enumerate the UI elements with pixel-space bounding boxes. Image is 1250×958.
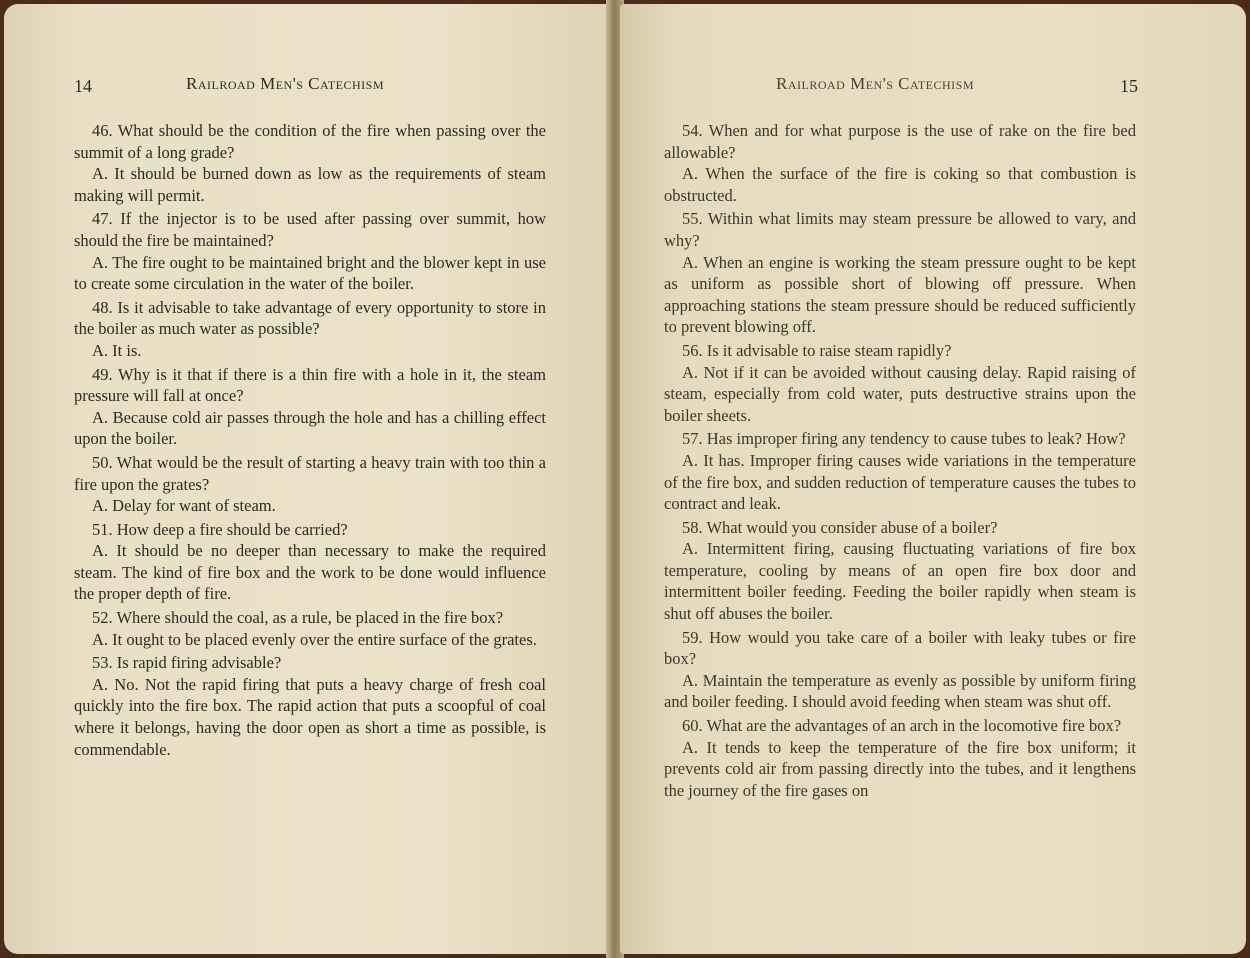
answer-paragraph: A. It should be no deeper than necessary to make the required steam. The kind of fire box and the work to be done would influence the proper depth of fire. [74, 541, 546, 604]
page-number: 14 [74, 76, 92, 96]
answer-paragraph: A. No. Not the rapid firing that puts a heavy charge of fresh coal quickly into the fire box. The rapid action that puts a scoopful of coal where it belongs, having the door open as short a time as possible, is commendable. [74, 674, 546, 759]
right-page [620, 4, 1246, 954]
answer-paragraph: A. When an engine is working the steam pressure ought to be kept as uniform as possible short of blowing off pressure. When approaching stations the steam pressure should be reduced sufficiently to prevent blowing off. [664, 252, 1136, 337]
page-text [74, 118, 546, 760]
answer-paragraph: A. It is. [92, 340, 142, 360]
question-paragraph: 56. Is it advisable to raise steam rapidly? [682, 340, 952, 360]
question-paragraph: 49. Why is it that if there is a thin fire with a hole in it, the steam pressure will fall at once? [74, 364, 546, 406]
answer-paragraph: A. It ought to be placed evenly over the entire surface of the grates. [92, 629, 537, 649]
running-head: Railroad Men's Catechism [776, 74, 975, 93]
page-text [664, 118, 1136, 801]
question-paragraph: 46. What should be the condition of the fire when passing over the summit of a long grade? [74, 121, 546, 162]
answer-paragraph: A. It should be burned down as low as the requirements of steam making will permit. [74, 164, 546, 205]
question-paragraph: 53. Is rapid firing advisable? [92, 653, 282, 673]
answer-paragraph: A. It tends to keep the temperature of the fire box uniform; it prevents cold air from passing directly into the tubes, and it lengthens the journey of the fire gases on [664, 737, 1136, 800]
question-paragraph: 57. Has improper firing any tendency to cause tubes to leak? How? [682, 429, 1126, 449]
answer-paragraph: A. Maintain the temperature as evenly as possible by uniform firing and boiler feeding. I should avoid feeding when steam was shut off. [664, 670, 1136, 712]
answer-paragraph: A. Not if it can be avoided without causing delay. Rapid raising of steam, especially from cold water, puts destructive strains upon the boiler sheets. [664, 362, 1136, 425]
answer-paragraph: A. When the surface of the fire is coking so that combustion is obstructed. [664, 164, 1136, 205]
question-paragraph: 51. How deep a fire should be carried? [92, 519, 348, 539]
question-paragraph: 55. Within what limits may steam pressure be allowed to vary, and why? [664, 209, 1136, 250]
page-number: 15 [1120, 76, 1138, 96]
question-paragraph: 50. What would be the result of starting a heavy train with too thin a fire upon the grates? [74, 452, 546, 494]
running-head: Railroad Men's Catechism [186, 74, 385, 93]
question-paragraph: 47. If the injector is to be used after passing over summit, how should the fire be maintained? [74, 209, 546, 250]
answer-paragraph: A. Delay for want of steam. [92, 496, 276, 516]
question-paragraph: 48. Is it advisable to take advantage of every opportunity to store in the boiler as much water as possible? [74, 297, 546, 339]
question-paragraph: 58. What would you consider abuse of a boiler? [682, 517, 998, 537]
question-paragraph: 60. What are the advantages of an arch in the locomotive fire box? [682, 716, 1122, 736]
answer-paragraph: A. Intermittent firing, causing fluctuating variations of fire box temperature, cooling by means of an open fire box door and intermittent boiler feeding. Feeding the boiler rapidly when steam is shut off abuses the boiler. [664, 539, 1136, 624]
question-paragraph: 59. How would you take care of a boiler with leaky tubes or fire box? [664, 627, 1136, 669]
left-page [4, 4, 612, 954]
answer-paragraph: A. Because cold air passes through the hole and has a chilling effect upon the boiler. [74, 407, 546, 449]
question-paragraph: 54. When and for what purpose is the use of rake on the fire bed allowable? [664, 121, 1136, 162]
answer-paragraph: A. It has. Improper firing causes wide variations in the temperature of the fire box, and sudden reduction of temperature causes the tubes to contract and leak. [664, 450, 1136, 514]
question-paragraph: 52. Where should the coal, as a rule, be placed in the fire box? [92, 608, 504, 628]
answer-paragraph: A. The fire ought to be maintained bright and the blower kept in use to create some circulation in the water of the boiler. [74, 252, 546, 294]
